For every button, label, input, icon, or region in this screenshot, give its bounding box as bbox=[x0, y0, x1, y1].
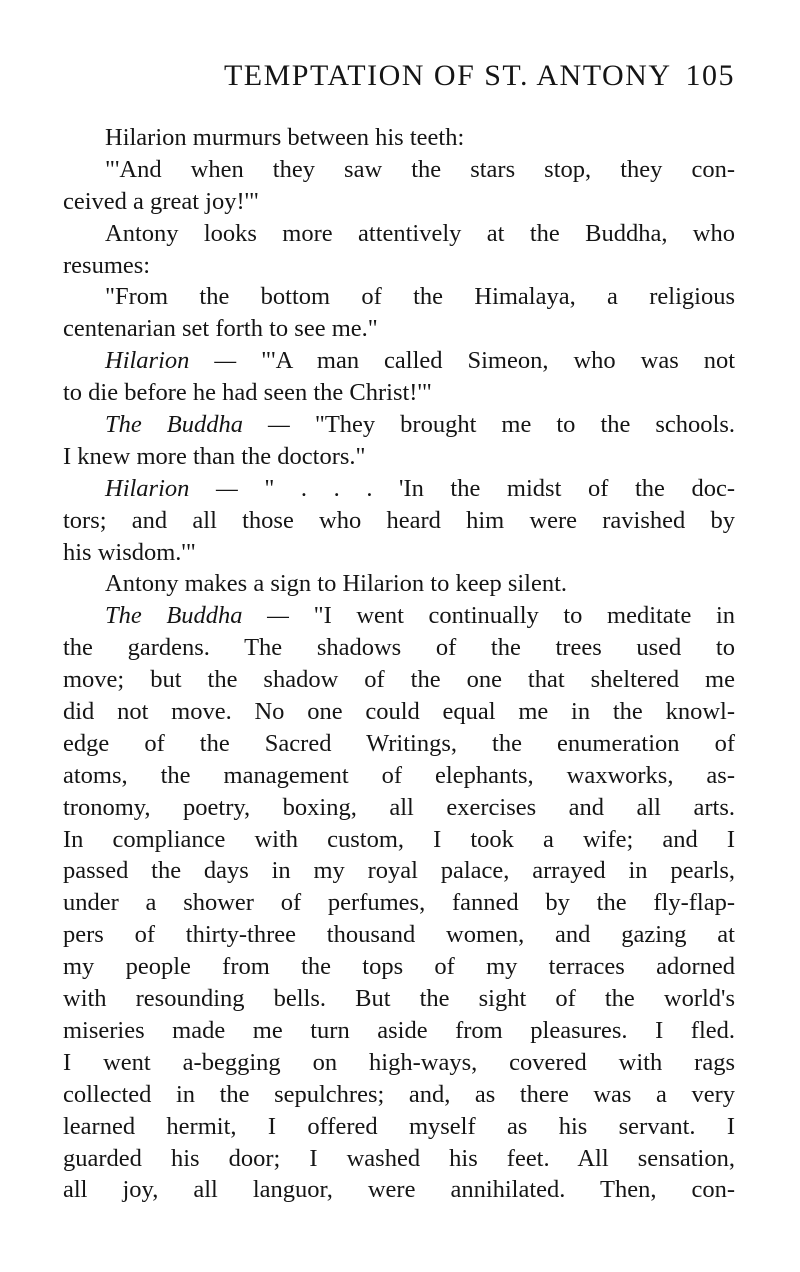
text-line: Hilarion — "'A man called Simeon, who was not bbox=[105, 347, 736, 375]
speaker-name: The Buddha — bbox=[105, 602, 289, 630]
text-line: did not move. No one could equal me in the knowl- bbox=[63, 698, 735, 726]
text-line: his wisdom.'" bbox=[63, 538, 196, 566]
text-line: I knew more than the doctors." bbox=[63, 442, 366, 470]
text-line: learned hermit, I offered myself as his servant. I bbox=[63, 1112, 735, 1140]
text-line: my people from the tops of my terraces adorned bbox=[63, 953, 735, 981]
text-line: atoms, the management of elephants, waxworks, as- bbox=[63, 761, 735, 789]
text-line: tronomy, poetry, boxing, all exercises and all arts. bbox=[63, 793, 735, 821]
text-line: tors; and all those who heard him were ravished by bbox=[63, 506, 735, 534]
text-line: centenarian set forth to see me." bbox=[63, 315, 378, 343]
text-line: Hilarion murmurs between his teeth: bbox=[105, 124, 465, 151]
text-line: passed the days in my royal palace, arrayed in pearls, bbox=[63, 857, 735, 885]
speaker-name: Hilarion — bbox=[105, 474, 238, 502]
text-line: Antony makes a sign to Hilarion to keep silent. bbox=[105, 570, 568, 598]
text-line: "'And when they saw the stars stop, they con- bbox=[105, 155, 735, 183]
speaker-name: The Buddha — bbox=[105, 411, 290, 439]
text-line: I went a-begging on high-ways, covered with rags bbox=[63, 1048, 735, 1076]
text-line: under a shower of perfumes, fanned by the fly-flap- bbox=[63, 889, 735, 917]
text-line: ceived a great joy!'" bbox=[63, 187, 260, 215]
text-line: Hilarion — " . . . 'In the midst of the doc- bbox=[105, 474, 735, 502]
page-body bbox=[63, 122, 735, 1206]
page-number: 105 bbox=[685, 59, 735, 92]
speaker-name: Hilarion — bbox=[105, 347, 237, 375]
text-line: all joy, all languor, were annihilated. Then, con- bbox=[63, 1176, 735, 1204]
text-line: the gardens. The shadows of the trees used to bbox=[63, 634, 735, 662]
text-line: guarded his door; I washed his feet. All sensation, bbox=[63, 1144, 735, 1172]
text-line: to die before he had seen the Christ!'" bbox=[63, 379, 432, 407]
text-line: The Buddha — "I went continually to meditate in bbox=[105, 602, 736, 630]
text-line: edge of the Sacred Writings, the enumeration of bbox=[63, 729, 735, 757]
text-line: resumes: bbox=[63, 251, 151, 279]
text-line: The Buddha — "They brought me to the schools. bbox=[105, 411, 736, 439]
text-line: pers of thirty-three thousand women, and gazing at bbox=[63, 921, 735, 949]
running-title: TEMPTATION OF ST. ANTONY bbox=[223, 59, 672, 92]
text-line: "From the bottom of the Himalaya, a religious bbox=[105, 283, 735, 311]
text-line: Antony looks more attentively at the Buddha, who bbox=[105, 219, 735, 247]
text-line: miseries made me turn aside from pleasures. I fled. bbox=[63, 1016, 735, 1044]
book-page bbox=[63, 52, 735, 1206]
text-line: In compliance with custom, I took a wife; and I bbox=[63, 825, 735, 853]
text-line: with resounding bells. But the sight of the world's bbox=[63, 985, 735, 1013]
text-line: move; but the shadow of the one that sheltered me bbox=[63, 666, 735, 694]
text-line: collected in the sepulchres; and, as there was a very bbox=[63, 1080, 735, 1108]
running-header bbox=[63, 52, 735, 100]
